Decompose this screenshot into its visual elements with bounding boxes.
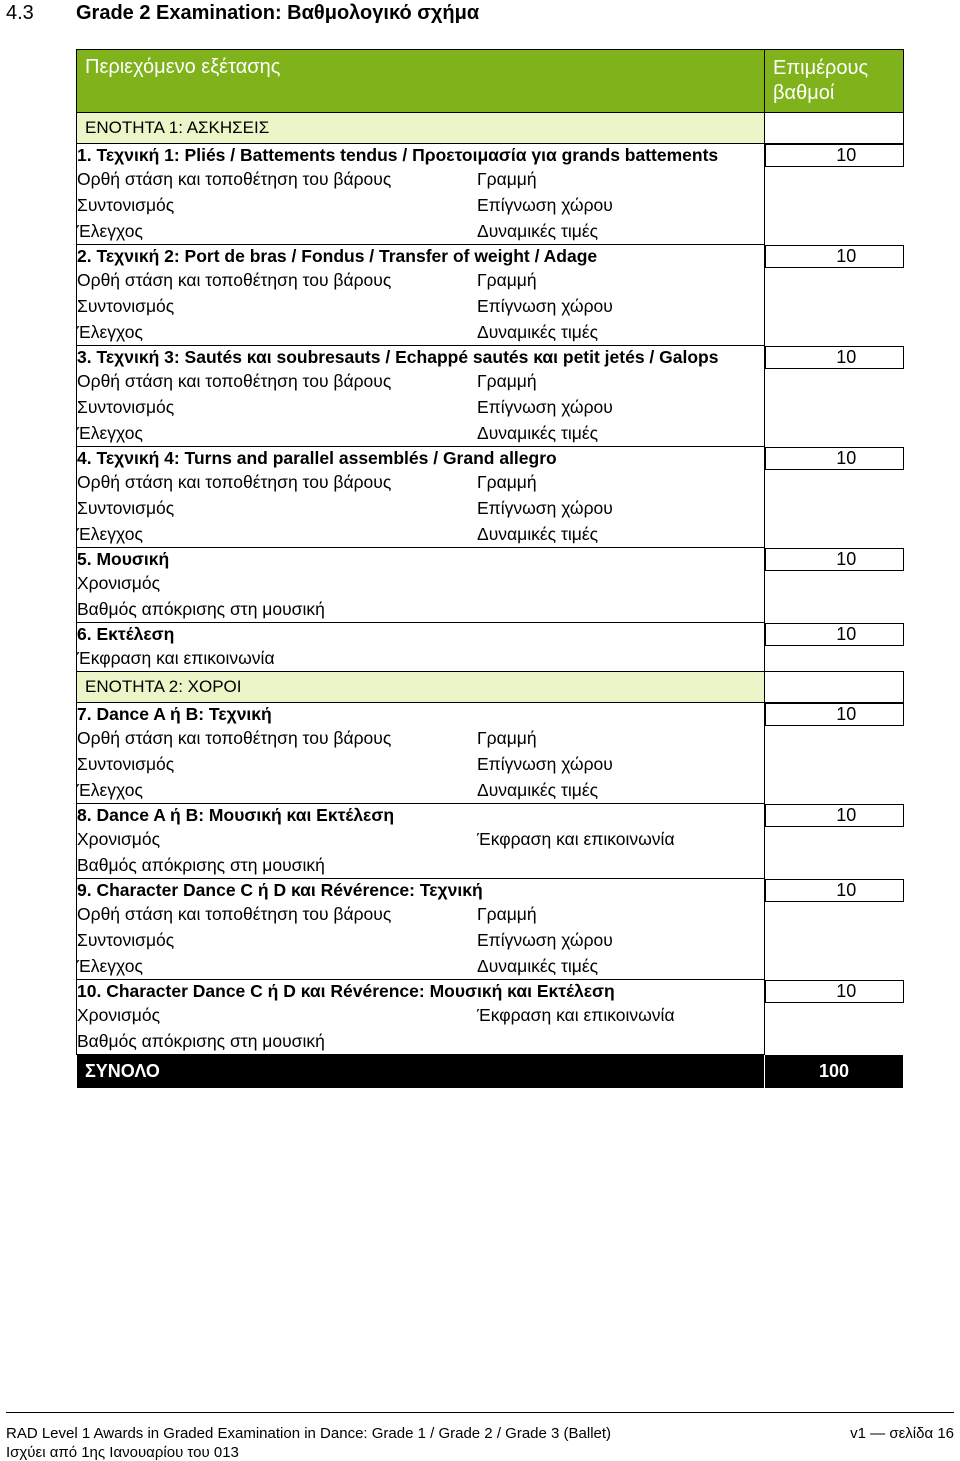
marks-cell bbox=[765, 879, 904, 902]
criteria-title: 8. Dance A ή B: Μουσική και Εκτέλεση bbox=[77, 805, 395, 825]
criterion-right: Δυναμικές τιμές bbox=[477, 322, 599, 342]
criterion-right: Δυναμικές τιμές bbox=[477, 423, 599, 443]
criterion-right bbox=[477, 852, 764, 878]
criterion-right: Δυναμικές τιμές bbox=[477, 956, 599, 976]
criteria-cell bbox=[77, 980, 765, 1055]
header-marks: Επιμέρους βαθμοί bbox=[765, 50, 904, 113]
marks-cell bbox=[765, 804, 904, 827]
total-row bbox=[77, 1055, 904, 1089]
criterion-left: Συντονισμός bbox=[77, 498, 175, 518]
criteria-title: 6. Εκτέλεση bbox=[77, 624, 175, 644]
marks-value: 10 bbox=[836, 346, 857, 367]
criteria-line bbox=[77, 293, 764, 319]
footer-title: RAD Level 1 Awards in Graded Examination in Dance: Grade 1 / Grade 2 / Grade 3 (Ballet) bbox=[6, 1425, 612, 1442]
section-row-exercises-marks bbox=[765, 113, 904, 144]
criterion-right bbox=[477, 570, 764, 596]
criteria-line bbox=[77, 218, 764, 244]
criteria-line bbox=[77, 852, 764, 878]
table-row bbox=[77, 245, 904, 346]
criteria-cell bbox=[77, 144, 765, 245]
marks-cell bbox=[765, 548, 904, 571]
section-row-exercises bbox=[77, 113, 904, 144]
criterion-right: Γραμμή bbox=[477, 169, 537, 189]
criterion-left: Συντονισμός bbox=[77, 397, 175, 417]
criteria-cell bbox=[77, 623, 765, 672]
criterion-left: Έλεγχος bbox=[77, 322, 143, 342]
criterion-left: Έκφραση και επικοινωνία bbox=[77, 648, 275, 668]
marks-value: 10 bbox=[836, 145, 857, 165]
criteria-title: 7. Dance A ή B: Τεχνική bbox=[77, 704, 272, 724]
table-row bbox=[77, 703, 904, 804]
criterion-left: Έλεγχος bbox=[77, 524, 143, 544]
criteria-line bbox=[77, 267, 764, 293]
criterion-left: Ορθή στάση και τοποθέτηση του βάρους bbox=[77, 728, 392, 748]
section-row-dances-marks bbox=[765, 672, 904, 703]
criterion-right: Επίγνωση χώρου bbox=[477, 397, 613, 417]
criteria-title: 3. Τεχνική 3: Sautés και soubresauts / Echappé sautés και petit jetés / Galops bbox=[77, 347, 719, 367]
marks-value: 10 bbox=[836, 704, 857, 724]
criterion-left: Ορθή στάση και τοποθέτηση του βάρους bbox=[77, 371, 392, 391]
criterion-right: Επίγνωση χώρου bbox=[477, 754, 613, 774]
section-row-dances-label: ΕΝΟΤΗΤΑ 2: ΧΟΡΟΙ bbox=[77, 672, 765, 703]
criterion-left: Ορθή στάση και τοποθέτηση του βάρους bbox=[77, 472, 392, 492]
criteria-title: 2. Τεχνική 2: Port de bras / Fondus / Transfer of weight / Adage bbox=[77, 246, 598, 266]
total-value: 100 bbox=[765, 1055, 904, 1089]
criteria-title: 10. Character Dance C ή D και Révérence: Μουσική και Εκτέλεση bbox=[77, 981, 615, 1001]
criteria-cell bbox=[77, 804, 765, 879]
criterion-right: Έκφραση και επικοινωνία bbox=[477, 1005, 675, 1025]
table-row bbox=[77, 804, 904, 879]
criterion-left: Ορθή στάση και τοποθέτηση του βάρους bbox=[77, 904, 392, 924]
criterion-right bbox=[477, 1028, 764, 1054]
marks-cell bbox=[765, 703, 904, 726]
table-row bbox=[77, 879, 904, 980]
marks-value: 10 bbox=[836, 245, 857, 266]
criteria-cell bbox=[77, 346, 765, 447]
criterion-left: Συντονισμός bbox=[77, 930, 175, 950]
footer-page: v1 — σελίδα 16 bbox=[850, 1425, 954, 1442]
marks-cell bbox=[765, 980, 904, 1003]
table-header-row bbox=[77, 50, 904, 113]
criteria-title: 5. Μουσική bbox=[77, 549, 170, 569]
table-row bbox=[77, 623, 904, 672]
section-row-dances bbox=[77, 672, 904, 703]
criteria-cell bbox=[77, 245, 765, 346]
marking-scheme-table bbox=[76, 49, 904, 1089]
criteria-line bbox=[77, 927, 764, 953]
criteria-line bbox=[77, 166, 764, 192]
criterion-right: Γραμμή bbox=[477, 472, 537, 492]
section-row-exercises-label: ΕΝΟΤΗΤΑ 1: ΑΣΚΗΣΕΙΣ bbox=[77, 113, 765, 144]
criterion-right bbox=[477, 645, 764, 671]
criteria-line bbox=[77, 521, 764, 547]
criteria-line bbox=[77, 1002, 764, 1028]
marks-cell bbox=[765, 623, 904, 646]
marks-value: 10 bbox=[836, 623, 857, 644]
criteria-title: 9. Character Dance C ή D και Révérence: Τεχνική bbox=[77, 880, 483, 900]
criterion-left: Έλεγχος bbox=[77, 221, 143, 241]
criteria-title: 1. Τεχνική 1: Pliés / Battements tendus / Προετοιμασία για grands battements bbox=[77, 145, 719, 165]
criteria-line bbox=[77, 319, 764, 345]
criterion-right bbox=[477, 596, 764, 622]
criteria-cell bbox=[77, 548, 765, 623]
total-label: ΣΥΝΟΛΟ bbox=[77, 1055, 765, 1089]
criteria-title: 4. Τεχνική 4: Turns and parallel assemblés / Grand allegro bbox=[77, 448, 557, 468]
criteria-line bbox=[77, 596, 764, 622]
header-content: Περιεχόμενο εξέτασης bbox=[77, 50, 765, 113]
marks-value: 10 bbox=[836, 447, 857, 468]
page-footer bbox=[6, 1424, 954, 1461]
criteria-line bbox=[77, 570, 764, 596]
criterion-right: Επίγνωση χώρου bbox=[477, 498, 613, 518]
marks-value: 10 bbox=[836, 879, 857, 900]
criteria-line bbox=[77, 751, 764, 777]
criteria-cell bbox=[77, 879, 765, 980]
marks-value: 10 bbox=[836, 548, 857, 569]
criterion-left: Βαθμός απόκρισης στη μουσική bbox=[77, 599, 325, 619]
marks-value: 10 bbox=[836, 980, 857, 1001]
footer-validity: Ισχύει από 1ης Ιανουαρίου του 013 bbox=[6, 1444, 239, 1461]
criterion-left: Έλεγχος bbox=[77, 956, 143, 976]
criteria-cell bbox=[77, 703, 765, 804]
criterion-left: Χρονισμός bbox=[77, 829, 161, 849]
criteria-line bbox=[77, 645, 764, 671]
criterion-right: Επίγνωση χώρου bbox=[477, 195, 613, 215]
criterion-left: Χρονισμός bbox=[77, 573, 161, 593]
marks-cell bbox=[765, 245, 904, 268]
marks-value: 10 bbox=[836, 804, 857, 825]
criteria-line bbox=[77, 826, 764, 852]
criterion-left: Συντονισμός bbox=[77, 195, 175, 215]
table-row bbox=[77, 548, 904, 623]
section-number: 4.3 bbox=[6, 2, 34, 24]
table-row bbox=[77, 447, 904, 548]
criterion-left: Έλεγχος bbox=[77, 423, 143, 443]
criterion-left: Βαθμός απόκρισης στη μουσική bbox=[77, 1031, 325, 1051]
criterion-right: Γραμμή bbox=[477, 904, 537, 924]
criterion-right: Δυναμικές τιμές bbox=[477, 780, 599, 800]
table-row bbox=[77, 346, 904, 447]
criterion-left: Χρονισμός bbox=[77, 1005, 161, 1025]
criteria-cell bbox=[77, 447, 765, 548]
criteria-line bbox=[77, 901, 764, 927]
criteria-line bbox=[77, 420, 764, 446]
section-title: Grade 2 Examination: Βαθμολογικό σχήμα bbox=[76, 2, 480, 24]
marks-cell bbox=[765, 144, 904, 167]
footer-divider bbox=[6, 1412, 954, 1413]
criteria-line bbox=[77, 725, 764, 751]
criterion-right: Γραμμή bbox=[477, 728, 537, 748]
criterion-right: Δυναμικές τιμές bbox=[477, 524, 599, 544]
criterion-left: Έλεγχος bbox=[77, 780, 143, 800]
criterion-right: Δυναμικές τιμές bbox=[477, 221, 599, 241]
criterion-right: Γραμμή bbox=[477, 371, 537, 391]
marks-cell bbox=[765, 447, 904, 470]
criteria-line bbox=[77, 469, 764, 495]
criterion-right: Έκφραση και επικοινωνία bbox=[477, 829, 675, 849]
section-heading bbox=[6, 2, 479, 25]
criteria-line bbox=[77, 368, 764, 394]
criterion-right: Επίγνωση χώρου bbox=[477, 296, 613, 316]
criteria-line bbox=[77, 953, 764, 979]
criterion-left: Ορθή στάση και τοποθέτηση του βάρους bbox=[77, 270, 392, 290]
table-row bbox=[77, 980, 904, 1055]
criteria-line bbox=[77, 1028, 764, 1054]
criteria-line bbox=[77, 777, 764, 803]
criterion-left: Συντονισμός bbox=[77, 754, 175, 774]
criterion-left: Συντονισμός bbox=[77, 296, 175, 316]
criterion-right: Επίγνωση χώρου bbox=[477, 930, 613, 950]
criterion-right: Γραμμή bbox=[477, 270, 537, 290]
criteria-line bbox=[77, 394, 764, 420]
criteria-line bbox=[77, 192, 764, 218]
criterion-left: Βαθμός απόκρισης στη μουσική bbox=[77, 855, 325, 875]
criteria-line bbox=[77, 495, 764, 521]
marks-cell bbox=[765, 346, 904, 369]
criterion-left: Ορθή στάση και τοποθέτηση του βάρους bbox=[77, 169, 392, 189]
table-row bbox=[77, 144, 904, 245]
